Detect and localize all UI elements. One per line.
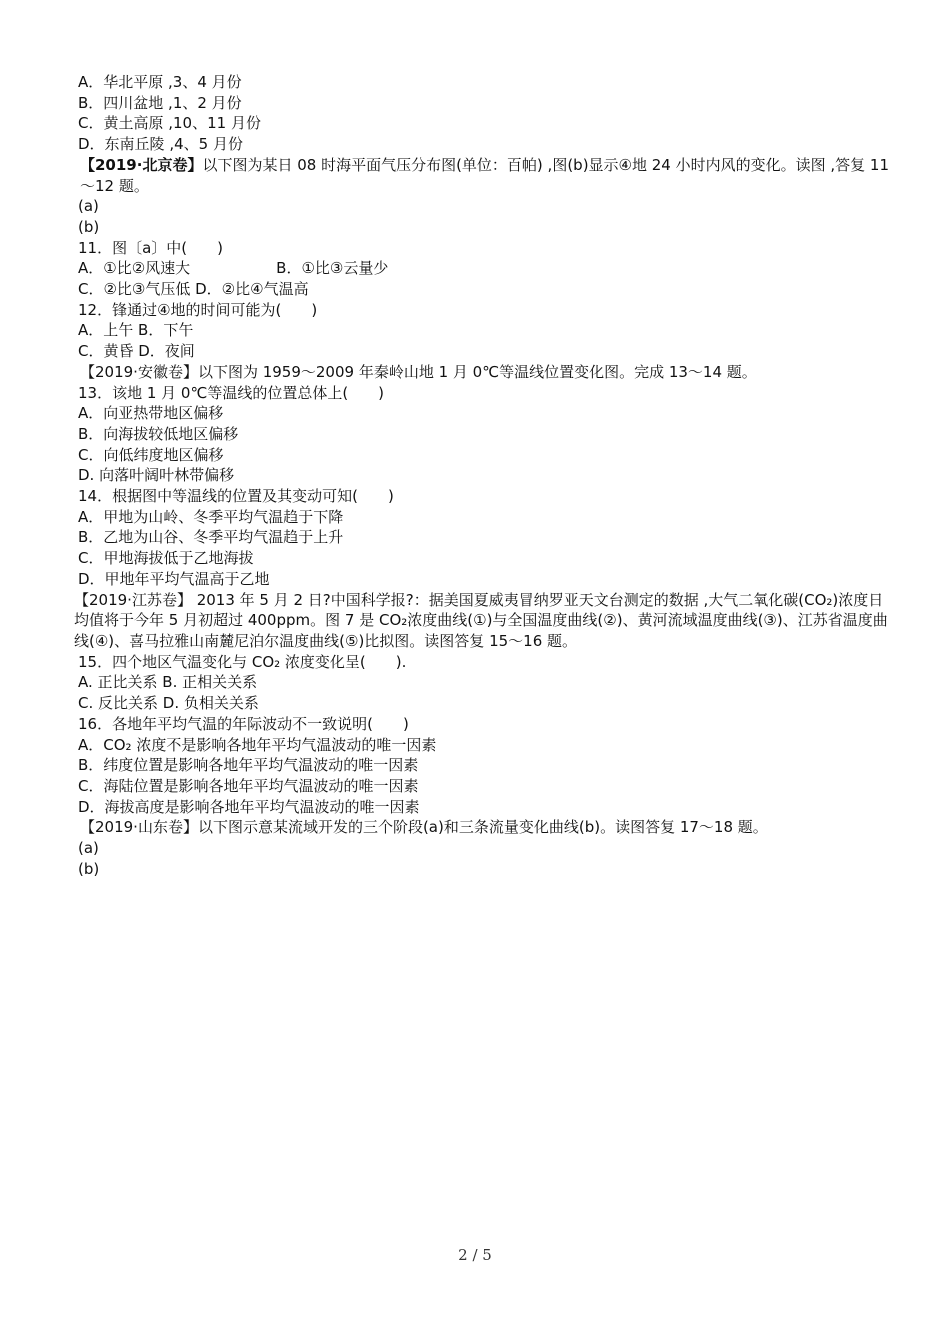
- question-stem: 16．各地年平均气温的年际波动不一致说明( ): [78, 714, 409, 733]
- question-stem: 13．该地 1 月 0℃等温线的位置总体上( ): [78, 383, 385, 402]
- option-line: C．黄土高原 ,10、11 月份: [78, 114, 261, 133]
- option-a: A．①比②风速大: [78, 259, 191, 278]
- option-line: C．海陆位置是影响各地年平均气温波动的唯一因素: [78, 776, 419, 795]
- figure-label: (b): [78, 859, 100, 878]
- option-line: A．CO₂ 浓度不是影响各地年平均气温波动的唯一因素: [78, 735, 437, 754]
- option-line: B．纬度位置是影响各地年平均气温波动的唯一因素: [78, 756, 419, 775]
- figure-label: (a): [78, 197, 99, 216]
- question-intro-shandong: 【2019·山东卷】以下图示意某流域开发的三个阶段(a)和三条流量变化曲线(b)。读图答复 17～18 题。: [80, 818, 768, 837]
- source-tag: 【2019·北京卷】: [80, 155, 203, 174]
- intro-text: 以下图为某日 08 时海平面气压分布图(单位：百帕) ,图(b)显示④地 24 小时内风的变化。读图 ,答复 11～12 题。: [80, 155, 890, 195]
- option-line: A．上午 B．下午: [78, 321, 194, 340]
- question-stem: 12．锋通过④地的时间可能为( ): [78, 300, 318, 319]
- option-line: C. 反比关系 D. 负相关关系: [78, 694, 259, 713]
- question-stem: 15．四个地区气温变化与 CO₂ 浓度变化呈( ).: [78, 652, 407, 671]
- option-line: A．甲地为山岭、冬季平均气温趋于下降: [78, 507, 344, 526]
- option-line: A．向亚热带地区偏移: [78, 404, 224, 423]
- option-line: D. 向落叶阔叶林带偏移: [78, 466, 235, 485]
- option-line: C．黄昏 D．夜间: [78, 342, 195, 361]
- question-stem: 14．根据图中等温线的位置及其变动可知( ): [78, 487, 394, 506]
- option-line: C．甲地海拔低于乙地海拔: [78, 549, 254, 568]
- option-line: A. 正比关系 B. 正相关关系: [78, 673, 258, 692]
- option-line: A．华北平原 ,3、4 月份: [78, 73, 242, 91]
- option-line: B．向海拔较低地区偏移: [78, 424, 239, 443]
- question-stem: 11．图〔a〕中( ): [78, 238, 223, 257]
- option-line: [72, 258, 892, 279]
- option-b: B．①比③云量少: [276, 259, 389, 278]
- option-line: B．乙地为山谷、冬季平均气温趋于上升: [78, 528, 344, 547]
- figure-label: (b): [78, 217, 100, 236]
- page-content: [72, 72, 892, 879]
- question-intro-anhui: 【2019·安徽卷】以下图为 1959～2009 年秦岭山地 1 月 0℃等温线位置变化图。完成 13～14 题。: [80, 362, 757, 381]
- option-line: B．四川盆地 ,1、2 月份: [78, 93, 242, 112]
- option-line: D．甲地年平均气温高于乙地: [78, 569, 270, 588]
- option-line: C．向低纬度地区偏移: [78, 445, 224, 464]
- figure-label: (a): [78, 839, 99, 858]
- option-line: D．海拔高度是影响各地年平均气温波动的唯一因素: [78, 797, 420, 816]
- option-line: D．东南丘陵 ,4、5 月份: [78, 135, 243, 154]
- question-intro-jiangsu: 【2019·江苏卷】 2013 年 5 月 2 日?中国科学报?：据美国夏威夷冒纳罗亚天文台测定的数据 ,大气二氧化碳(CO₂)浓度日均值将于今年 5 月初超过 400ppm。图 7 是 CO₂浓度曲线(①)与全国温度曲线(②)、黄河流域温度曲线(③)、江苏省温度曲线(④)、喜马拉雅山南麓尼泊尔温度曲线(⑤)比拟图。读图答复 15～16 题。: [74, 590, 888, 650]
- option-line: C．②比③气压低 D．②比④气温高: [78, 280, 309, 299]
- question-intro-beijing: [72, 155, 892, 196]
- page-number: 2 / 5: [458, 1246, 492, 1264]
